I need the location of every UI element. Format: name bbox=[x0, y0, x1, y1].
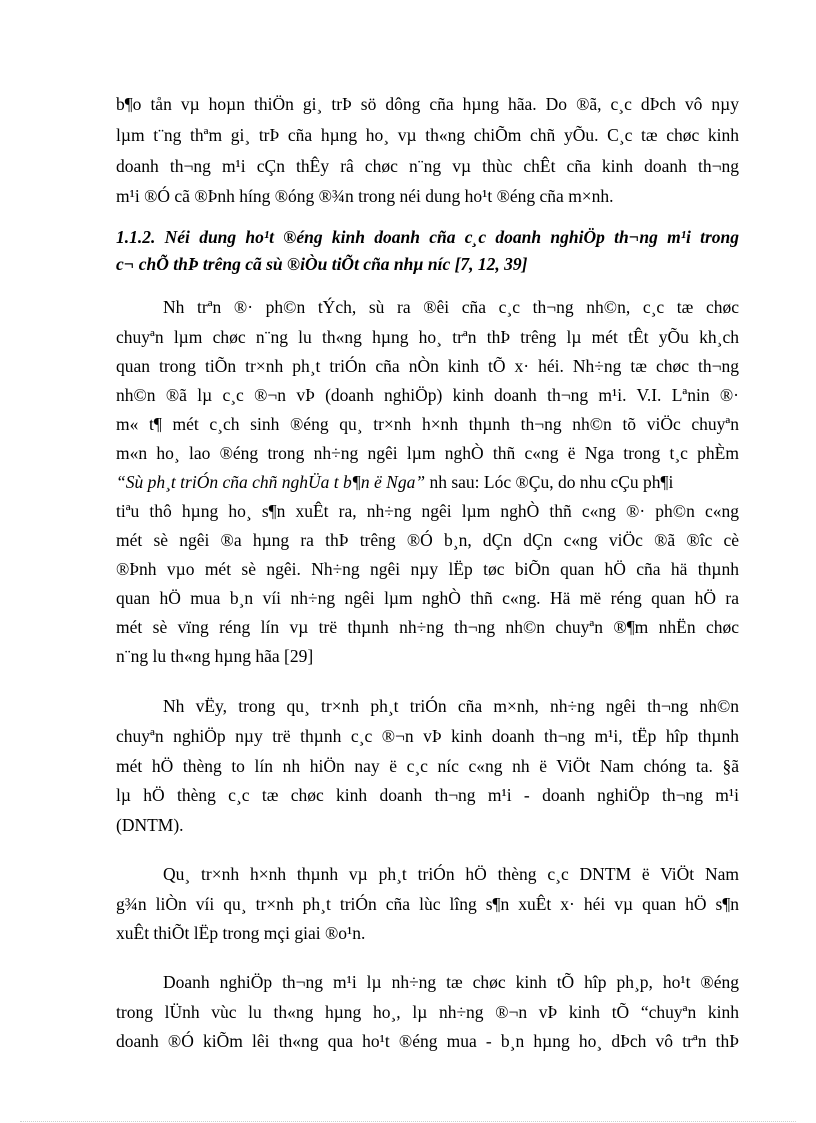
text-line: nh©n ®ã lµ c¸c ®¬n vÞ (doanh nghiÖp) kinh doanh th¬ng m¹i. V.I. Lªnin ®· bbox=[116, 385, 739, 405]
text-line: Doanh nghiÖp th¬ng m¹i lµ nh÷ng tæ chøc kinh tÕ hîp ph¸p, ho¹t ®éng bbox=[163, 972, 739, 992]
text-line: ®Þnh vµo mét sè ngêi. Nh÷ng ngêi nµy lËp tøc biÕn quan hÖ cña hä thµnh bbox=[116, 559, 739, 579]
text-line: tiªu thô hµng ho¸ s¶n xuÊt ra, nh÷ng ngêi lµm nghÒ thñ c«ng ®· ph©n c«ng bbox=[116, 501, 739, 521]
text-line: b¶o tån vµ hoµn thiÖn gi¸ trÞ sö dông cña hµng hãa. Do ®ã, c¸c dÞch vô nµy bbox=[116, 94, 739, 114]
text-line: quan hÖ mua b¸n víi nh÷ng ngêi lµm nghÒ thñ c«ng. Hä më réng quan hÖ ra bbox=[116, 588, 739, 608]
text-line: mét sè vïng réng lín vµ trë thµnh nh÷ng th¬ng nh©n chuyªn ®¶m nhËn chøc bbox=[116, 617, 739, 637]
text-line: Nh vËy, trong qu¸ tr×nh ph¸t triÓn cña m×nh, nh÷ng ngêi th¬ng nh©n bbox=[163, 696, 739, 716]
text-line: mét sè ngêi ®a hµng ra thÞ trêng ®Ó b¸n, dÇn dÇn c«ng viÖc ®ã ®îc cè bbox=[116, 530, 739, 550]
heading-line: 1.1.2. Néi dung ho¹t ®éng kinh doanh cña c¸c doanh nghiÖp th¬ng m¹i trong bbox=[116, 227, 739, 247]
text-run: nh sau: Lóc ®Çu, do nhu cÇu ph¶i bbox=[425, 472, 674, 492]
text-line: mét hÖ thèng to lín nh hiÖn nay ë c¸c níc c«ng nh ë ViÖt Nam chóng ta. §ã bbox=[116, 756, 739, 776]
text-line: doanh ®Ó kiÕm lêi th«ng qua ho¹t ®éng mua - b¸n hµng ho¸ dÞch vô trªn thÞ bbox=[116, 1031, 739, 1051]
page-bottom-divider bbox=[20, 1121, 796, 1122]
text-line: chuyªn nghiÖp nµy trë thµnh c¸c ®¬n vÞ kinh doanh th¬ng m¹i, tËp hîp thµnh bbox=[116, 726, 739, 746]
text-line: chuyªn lµm chøc n¨ng lu th«ng hµng ho¸ trªn thÞ trêng lµ mét tÊt yÕu kh¸ch bbox=[116, 327, 739, 347]
text-line: quan trong tiÕn tr×nh ph¸t triÓn cña nÒn kinh tÕ x· héi. Nh÷ng tæ chøc th¬ng bbox=[116, 356, 739, 376]
text-line: m«n ho¸ lao ®éng trong nh÷ng ngêi lµm nghÒ thñ c«ng ë Nga trong t¸c phÈm bbox=[116, 443, 739, 463]
text-line-mixed bbox=[116, 471, 673, 493]
text-line: lµ hÖ thèng c¸c tæ chøc kinh doanh th¬ng m¹i - doanh nghiÖp th¬ng m¹i bbox=[116, 785, 739, 805]
book-title: “Sù ph¸t triÓn cña chñ nghÜa t b¶n ë Nga” bbox=[116, 472, 426, 492]
heading-line: c¬ chÕ thÞ trêng cã sù ®iÒu tiÕt cña nhµ níc [7, 12, 39] bbox=[116, 254, 528, 274]
text-line: n¨ng lu th«ng hµng hãa [29] bbox=[116, 646, 314, 666]
text-line: doanh th¬ng m¹i cÇn thÊy râ chøc n¨ng vµ thùc chÊt cña kinh doanh th¬ng bbox=[116, 156, 739, 176]
text-line: Nh trªn ®· ph©n tÝch, sù ra ®êi cña c¸c th¬ng nh©n, c¸c tæ chøc bbox=[163, 297, 739, 317]
text-line: Qu¸ tr×nh h×nh thµnh vµ ph¸t triÓn hÖ thèng c¸c DNTM ë ViÖt Nam bbox=[163, 864, 739, 884]
text-line: lµm t¨ng thªm gi¸ trÞ cña hµng ho¸ vµ th«ng chiÕm chñ yÕu. C¸c tæ chøc kinh bbox=[116, 125, 739, 145]
text-line: (DNTM). bbox=[116, 815, 184, 835]
text-line: trong lÜnh vùc lu th«ng hµng ho¸, lµ nh÷ng ®¬n vÞ kinh tÕ “chuyªn kinh bbox=[116, 1002, 739, 1022]
text-line: m¹i ®Ó cã ®Þnh híng ®óng ®¾n trong néi dung ho¹t ®éng cña m×nh. bbox=[116, 186, 614, 206]
text-line: xuÊt thiÕt lËp trong mçi giai ®o¹n. bbox=[116, 923, 366, 943]
text-line: g¾n liÒn víi qu¸ tr×nh ph¸t triÓn cña lùc lîng s¶n xuÊt x· héi vµ quan hÖ s¶n bbox=[116, 894, 739, 914]
text-line: m« t¶ mét c¸ch sinh ®éng qu¸ tr×nh h×nh thµnh th¬ng nh©n tõ viÖc chuyªn bbox=[116, 414, 739, 434]
